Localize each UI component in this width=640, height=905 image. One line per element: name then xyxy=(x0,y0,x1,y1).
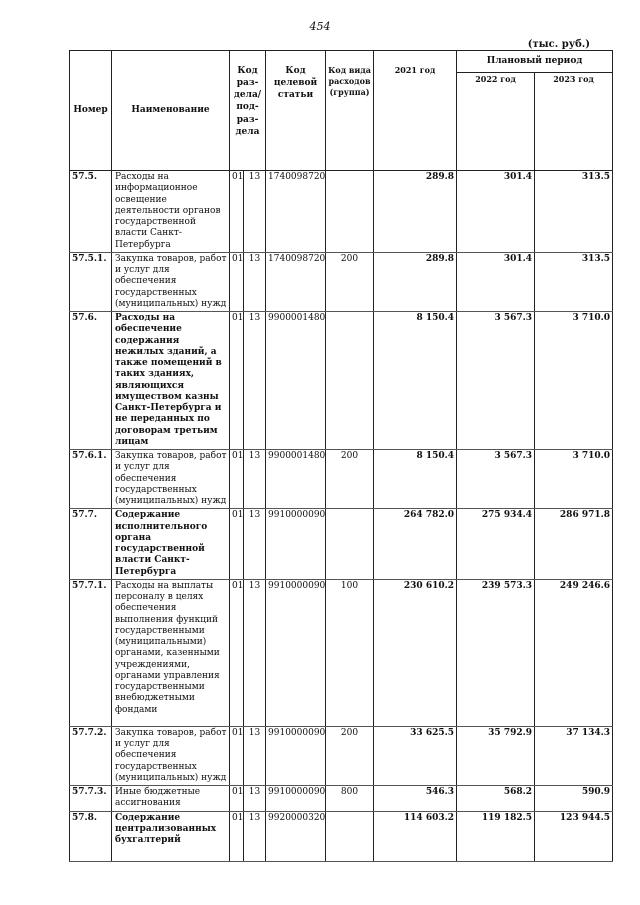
row-name: Иные бюджетные ассигнования xyxy=(112,786,230,812)
row-number: 57.5. xyxy=(70,171,112,253)
header-year-2022: 2022 год xyxy=(457,73,535,171)
row-subsection: 13 xyxy=(244,509,266,580)
row-target: 9900001480 xyxy=(266,312,326,450)
row-amount-2022: 301.4 xyxy=(457,171,535,253)
row-target: 1740098720 xyxy=(266,171,326,253)
table-row xyxy=(70,312,613,450)
row-target: 9910000090 xyxy=(266,579,326,726)
row-subsection: 13 xyxy=(244,450,266,509)
row-subsection: 13 xyxy=(244,579,266,726)
row-amount-2021: 289.8 xyxy=(374,171,457,253)
row-expense-type: 800 xyxy=(326,786,374,812)
row-name: Расходы на выплаты персоналу в целях обеспечения выполнения функций государственными (муниципальными) органами, казенными учреждениями, органами управления государственными внебюджетными фондами xyxy=(112,579,230,726)
row-expense-type xyxy=(326,312,374,450)
row-expense-type: 100 xyxy=(326,579,374,726)
table-row xyxy=(70,579,613,726)
page-number: 454 xyxy=(309,20,331,33)
row-section: 01 xyxy=(230,811,244,861)
table-row xyxy=(70,509,613,580)
header-name: Наименование xyxy=(112,51,230,171)
row-amount-2023: 249 246.6 xyxy=(535,579,613,726)
row-amount-2022: 568.2 xyxy=(457,786,535,812)
row-section: 01 xyxy=(230,450,244,509)
table-row xyxy=(70,450,613,509)
header-section: Код раз-дела/ под-раз-дела xyxy=(230,51,266,171)
row-name: Расходы на информационное освещение деятельности органов государственной власти Санкт-Петербурга xyxy=(112,171,230,253)
row-amount-2022: 239 573.3 xyxy=(457,579,535,726)
table-row xyxy=(70,786,613,812)
row-amount-2021: 8 150.4 xyxy=(374,312,457,450)
row-amount-2022: 35 792.9 xyxy=(457,726,535,785)
row-target: 9920000320 xyxy=(266,811,326,861)
row-amount-2021: 114 603.2 xyxy=(374,811,457,861)
header-year-2021: 2021 год xyxy=(374,51,457,171)
row-amount-2021: 230 610.2 xyxy=(374,579,457,726)
header-number: Номер xyxy=(70,51,112,171)
row-amount-2023: 3 710.0 xyxy=(535,450,613,509)
header-target: Код целевой статьи xyxy=(266,51,326,171)
table-header xyxy=(70,51,613,171)
row-section: 01 xyxy=(230,171,244,253)
row-number: 57.7.1. xyxy=(70,579,112,726)
table-row xyxy=(70,726,613,785)
row-amount-2023: 123 944.5 xyxy=(535,811,613,861)
row-target: 1740098720 xyxy=(266,252,326,311)
row-number: 57.7. xyxy=(70,509,112,580)
row-expense-type xyxy=(326,509,374,580)
row-amount-2022: 3 567.3 xyxy=(457,450,535,509)
row-expense-type xyxy=(326,171,374,253)
row-subsection: 13 xyxy=(244,252,266,311)
row-amount-2023: 313.5 xyxy=(535,252,613,311)
row-target: 9910000090 xyxy=(266,509,326,580)
row-section: 01 xyxy=(230,726,244,785)
row-amount-2021: 264 782.0 xyxy=(374,509,457,580)
row-name: Закупка товаров, работ и услуг для обеспечения государственных (муниципальных) нужд xyxy=(112,252,230,311)
row-amount-2022: 301.4 xyxy=(457,252,535,311)
row-number: 57.7.3. xyxy=(70,786,112,812)
header-year-2023: 2023 год xyxy=(535,73,613,171)
row-amount-2021: 8 150.4 xyxy=(374,450,457,509)
row-name: Закупка товаров, работ и услуг для обеспечения государственных (муниципальных) нужд xyxy=(112,450,230,509)
header-planned-period: Плановый период xyxy=(457,51,613,73)
row-number: 57.7.2. xyxy=(70,726,112,785)
row-amount-2021: 289.8 xyxy=(374,252,457,311)
row-expense-type: 200 xyxy=(326,726,374,785)
row-number: 57.6.1. xyxy=(70,450,112,509)
row-section: 01 xyxy=(230,579,244,726)
row-target: 9900001480 xyxy=(266,450,326,509)
row-amount-2021: 546.3 xyxy=(374,786,457,812)
row-amount-2022: 3 567.3 xyxy=(457,312,535,450)
table-row xyxy=(70,171,613,253)
budget-table xyxy=(69,50,613,862)
header-expense-type: Код вида расходов (группа) xyxy=(326,51,374,171)
row-number: 57.8. xyxy=(70,811,112,861)
row-subsection: 13 xyxy=(244,786,266,812)
row-name: Содержание исполнительного органа государственной власти Санкт-Петербурга xyxy=(112,509,230,580)
row-expense-type xyxy=(326,811,374,861)
row-amount-2022: 119 182.5 xyxy=(457,811,535,861)
row-expense-type: 200 xyxy=(326,252,374,311)
row-amount-2023: 286 971.8 xyxy=(535,509,613,580)
row-number: 57.6. xyxy=(70,312,112,450)
row-subsection: 13 xyxy=(244,726,266,785)
row-name: Содержание централизованных бухгалтерий xyxy=(112,811,230,861)
row-name: Закупка товаров, работ и услуг для обеспечения государственных (муниципальных) нужд xyxy=(112,726,230,785)
unit-note: (тыс. руб.) xyxy=(527,39,590,50)
row-subsection: 13 xyxy=(244,811,266,861)
table-body xyxy=(70,171,613,862)
row-subsection: 13 xyxy=(244,312,266,450)
row-section: 01 xyxy=(230,509,244,580)
row-amount-2023: 37 134.3 xyxy=(535,726,613,785)
row-name: Расходы на обеспечение содержания нежилых зданий, а также помещений в таких зданиях, являющихся имуществом казны Санкт-Петербурга и не переданных по договорам третьим лицам xyxy=(112,312,230,450)
row-amount-2023: 3 710.0 xyxy=(535,312,613,450)
row-amount-2023: 590.9 xyxy=(535,786,613,812)
table-row xyxy=(70,252,613,311)
row-section: 01 xyxy=(230,786,244,812)
row-amount-2021: 33 625.5 xyxy=(374,726,457,785)
row-target: 9910000090 xyxy=(266,726,326,785)
row-target: 9910000090 xyxy=(266,786,326,812)
row-expense-type: 200 xyxy=(326,450,374,509)
row-subsection: 13 xyxy=(244,171,266,253)
table-row xyxy=(70,811,613,861)
row-number: 57.5.1. xyxy=(70,252,112,311)
row-section: 01 xyxy=(230,312,244,450)
row-amount-2023: 313.5 xyxy=(535,171,613,253)
row-section: 01 xyxy=(230,252,244,311)
row-amount-2022: 275 934.4 xyxy=(457,509,535,580)
